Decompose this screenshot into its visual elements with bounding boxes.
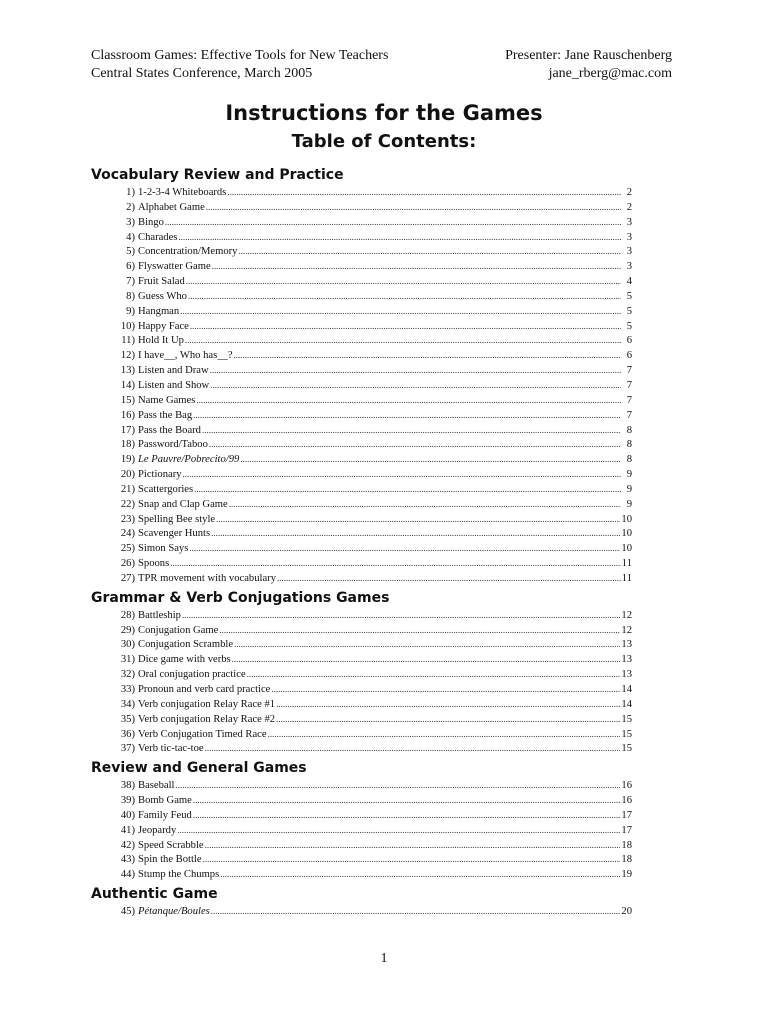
dot-leader: [183, 467, 621, 483]
toc-entry[interactable]: [91, 512, 632, 527]
toc-entry-title: Scavenger Hunts: [138, 528, 211, 540]
toc-entry-number: 36): [120, 728, 135, 740]
toc-entry-page: 6: [626, 350, 632, 362]
toc-entry-number: 20): [120, 469, 135, 481]
toc-entry-page: 15: [621, 728, 632, 740]
dot-leader: [220, 867, 620, 883]
toc-entry-title: Spin the Bottle: [138, 854, 202, 866]
toc-entry[interactable]: [91, 697, 632, 712]
toc-entry[interactable]: [91, 808, 632, 823]
toc-entry[interactable]: [91, 452, 632, 467]
dot-leader: [277, 571, 621, 587]
toc-entry-page: 17: [621, 824, 632, 836]
dot-leader: [247, 667, 621, 683]
header-email: jane_rberg@mac.com: [548, 66, 672, 81]
toc-entry-page: 17: [621, 809, 632, 821]
dot-leader: [232, 652, 621, 668]
toc-entry-title: Spelling Bee style: [138, 513, 216, 525]
toc-entry-title: Spoons: [138, 558, 170, 570]
dot-leader: [276, 712, 620, 728]
dot-leader: [211, 526, 620, 542]
toc-entry[interactable]: [91, 823, 632, 838]
toc-entry-number: 42): [120, 839, 135, 851]
toc-entry-page: 10: [621, 528, 632, 540]
toc-entry-number: 41): [120, 824, 135, 836]
header-conference: Central States Conference, March 2005: [91, 66, 313, 81]
toc-entry-title: 1-2-3-4 Whiteboards: [138, 187, 227, 198]
toc-entry[interactable]: [91, 497, 632, 512]
toc-entry-title: Dice game with verbs: [138, 654, 231, 666]
toc-entry-number: 13): [120, 365, 135, 377]
page-subtitle: Table of Contents:: [291, 131, 477, 152]
toc-entry-number: 7): [126, 276, 135, 288]
toc-entry-title: Password/Taboo: [138, 439, 208, 451]
toc-entry-number: 35): [120, 713, 135, 725]
toc-entry[interactable]: [91, 852, 632, 867]
toc-entry-number: 4): [126, 231, 135, 243]
toc-entry-title: Happy Face: [138, 320, 189, 332]
toc-entry-title: Pass the Board: [138, 424, 201, 436]
toc-entry-number: 8): [126, 290, 135, 302]
toc-entry-number: 6): [126, 261, 135, 273]
dot-leader: [276, 697, 620, 713]
toc-entry-title: Hangman: [138, 305, 180, 317]
toc-entry[interactable]: [91, 215, 632, 230]
header-presenter: Presenter: Jane Rauschenberg: [505, 48, 672, 63]
dot-leader: [227, 185, 621, 201]
toc-entry-page: 15: [621, 743, 632, 755]
toc-entry-page: 7: [626, 394, 632, 406]
dot-leader: [212, 259, 621, 275]
section-heading: Vocabulary Review and Practice: [91, 167, 344, 183]
toc-entry-title: I have__, Who has__?: [138, 350, 233, 362]
toc-entry-number: 15): [120, 394, 135, 406]
header-course-title: Classroom Games: Effective Tools for New Teachers: [91, 48, 389, 63]
toc-entry-title: Bingo: [138, 216, 164, 228]
toc-entry-page: 12: [621, 609, 632, 621]
dot-leader: [210, 363, 621, 379]
toc-entry-number: 16): [120, 409, 135, 421]
toc-entry-page: 19: [621, 869, 632, 881]
dot-leader: [177, 823, 620, 839]
toc-entry[interactable]: [91, 667, 632, 682]
toc-entry-page: 9: [626, 498, 632, 510]
dot-leader: [202, 423, 621, 439]
toc-entry-page: 4: [626, 276, 632, 288]
toc-entry-title: Pass the Bag: [138, 409, 193, 421]
toc-entry-title: Alphabet Game: [138, 201, 205, 213]
toc-entry[interactable]: [91, 778, 632, 793]
toc-entry-title: Flyswatter Game: [138, 261, 211, 273]
toc-entry-number: 30): [120, 639, 135, 651]
toc-entry[interactable]: [91, 652, 632, 667]
toc-entry-title: Baseball: [138, 780, 175, 792]
dot-leader: [210, 378, 621, 394]
toc-entry-title: Simon Says: [138, 543, 189, 555]
toc-entry-number: 25): [120, 543, 135, 555]
toc-entry-number: 19): [120, 454, 135, 466]
dot-leader: [219, 623, 620, 639]
toc-entry-number: 33): [120, 684, 135, 695]
toc-entry-page: 13: [621, 639, 632, 651]
toc-entry-page: 8: [626, 424, 632, 436]
toc-entry-title: Pétanque/Boules: [138, 906, 210, 918]
toc-entry-title: Oral conjugation practice: [138, 669, 246, 681]
toc-entry-title: Le Pauvre/Pobrecito/99: [138, 454, 240, 466]
toc-entry-number: 34): [120, 698, 135, 710]
dot-leader: [234, 348, 621, 364]
toc-entry-number: 38): [120, 780, 135, 792]
toc-entry-title: Jeopardy: [138, 824, 177, 836]
toc-entry-title: TPR movement with vocabulary: [138, 572, 276, 584]
toc-entry-number: 14): [120, 379, 135, 391]
toc-entry-number: 29): [120, 624, 135, 636]
toc-entry[interactable]: [91, 289, 632, 304]
toc-entry-title: Battleship: [138, 609, 181, 621]
toc-entry-page: 12: [621, 624, 632, 636]
toc-entry-number: 39): [120, 795, 135, 807]
toc-entry-page: 9: [626, 469, 632, 481]
toc-entry[interactable]: [91, 682, 632, 697]
toc-entry-title: Snap and Clap Game: [138, 498, 228, 510]
toc-entry-number: 44): [120, 869, 135, 881]
toc-entry-page: 5: [626, 290, 632, 302]
toc-entry[interactable]: [91, 467, 632, 482]
toc-entry-number: 2): [126, 201, 135, 213]
toc-entry[interactable]: [91, 482, 632, 497]
toc-entry[interactable]: [91, 608, 632, 623]
toc-entry-number: 9): [126, 305, 135, 317]
dot-leader: [216, 512, 620, 528]
dot-leader: [203, 852, 621, 868]
dot-leader: [193, 808, 621, 824]
toc-entry-number: 10): [120, 320, 135, 332]
toc-entry-title: Hold It Up: [138, 335, 184, 347]
dot-leader: [193, 408, 621, 424]
toc-entry-page: 8: [626, 454, 632, 466]
toc-entry-title: Listen and Draw: [138, 365, 209, 377]
toc-entry-title: Listen and Show: [138, 379, 210, 391]
toc-entry-title: Verb conjugation Relay Race #1: [138, 698, 276, 710]
toc-entry[interactable]: [91, 259, 632, 274]
toc-entry-page: 14: [621, 684, 632, 695]
toc-entry-page: 9: [626, 483, 632, 495]
toc-entry-page: 3: [626, 261, 632, 273]
toc-entry-page: 13: [621, 654, 632, 666]
toc-entry-title: Stump the Chumps: [138, 869, 220, 881]
section-heading: Grammar & Verb Conjugations Games: [91, 589, 390, 606]
toc-entry-page: 3: [626, 246, 632, 258]
toc-entry-page: 10: [621, 543, 632, 555]
toc-entry[interactable]: [91, 541, 632, 556]
toc-entry-page: 3: [626, 216, 632, 228]
dot-leader: [209, 437, 621, 453]
toc-entry-number: 43): [120, 854, 135, 866]
toc-entry-title: Concentration/Memory: [138, 246, 238, 258]
dot-leader: [240, 452, 621, 468]
dot-leader: [206, 200, 621, 216]
dot-leader: [234, 637, 620, 653]
toc-entry-title: Speed Scrabble: [138, 839, 204, 851]
toc-entry[interactable]: [91, 727, 632, 742]
section-heading: Authentic Game: [91, 886, 218, 903]
toc-entry-title: Family Feud: [138, 809, 192, 821]
toc-entry-page: 5: [626, 320, 632, 332]
toc-entry-number: 12): [120, 350, 135, 362]
toc-entry[interactable]: [91, 274, 632, 289]
dot-leader: [178, 230, 621, 246]
section-heading: Review and General Games: [91, 760, 307, 777]
toc-entry[interactable]: [91, 304, 632, 319]
toc-entry[interactable]: [91, 571, 632, 586]
toc-entry-title: Pronoun and verb card practice: [138, 684, 271, 695]
toc-entry-number: 40): [120, 809, 135, 821]
toc-entry-page: 2: [626, 187, 632, 198]
dot-leader: [188, 289, 621, 305]
toc-entry-page: 7: [626, 365, 632, 377]
toc-entry[interactable]: [91, 741, 632, 756]
dot-leader: [238, 244, 621, 260]
toc-entry[interactable]: [91, 867, 632, 882]
dot-leader: [194, 482, 621, 498]
toc-entry-number: 18): [120, 439, 135, 451]
toc-entry-page: 8: [626, 439, 632, 451]
dot-leader: [186, 274, 621, 290]
toc-entry-number: 21): [120, 483, 135, 495]
toc-entry[interactable]: [91, 378, 632, 393]
toc-entry-page: 16: [621, 780, 632, 792]
dot-leader: [175, 778, 620, 794]
dot-leader: [205, 741, 621, 757]
toc-entry-page: 16: [621, 795, 632, 807]
dot-leader: [182, 608, 620, 624]
toc-entry[interactable]: [91, 712, 632, 727]
toc-entry-page: 13: [621, 669, 632, 681]
toc-entry-page: 18: [621, 854, 632, 866]
toc-entry[interactable]: [91, 333, 632, 348]
toc-entry-number: 24): [120, 528, 135, 540]
toc-entry-number: 3): [126, 216, 135, 228]
dot-leader: [185, 333, 621, 349]
toc-entry[interactable]: [91, 793, 632, 808]
toc-entry-number: 23): [120, 513, 135, 525]
dot-leader: [193, 793, 621, 809]
toc-entry-page: 6: [626, 335, 632, 347]
toc-entry-number: 11): [121, 335, 135, 347]
page-number: 1: [380, 951, 388, 966]
toc-entry[interactable]: [91, 185, 632, 200]
toc-entry[interactable]: [91, 623, 632, 638]
toc-entry-page: 15: [621, 713, 632, 725]
toc-entry-page: 2: [626, 201, 632, 213]
toc-entry[interactable]: [91, 637, 632, 652]
toc-entry-number: 5): [126, 246, 135, 258]
toc-entry-page: 14: [621, 698, 632, 710]
toc-entry[interactable]: [91, 556, 632, 571]
toc-entry[interactable]: [91, 348, 632, 363]
toc-entry[interactable]: [91, 838, 632, 853]
toc-entry-number: 37): [120, 743, 135, 755]
toc-entry-page: 10: [621, 513, 632, 525]
dot-leader: [268, 727, 621, 743]
toc-entry-number: 22): [120, 498, 135, 510]
dot-leader: [180, 304, 621, 320]
toc-entry-page: 20: [621, 906, 632, 918]
dot-leader: [205, 838, 621, 854]
table-of-contents: [91, 165, 632, 919]
toc-entry-page: 7: [626, 379, 632, 391]
toc-entry-number: 1): [126, 187, 135, 198]
toc-entry[interactable]: [91, 319, 632, 334]
toc-entry-number: 32): [120, 669, 135, 681]
toc-entry-title: Bomb Game: [138, 795, 192, 807]
dot-leader: [211, 904, 621, 920]
toc-entry-title: Conjugation Scramble: [138, 639, 234, 651]
dot-leader: [189, 541, 620, 557]
toc-entry[interactable]: [91, 200, 632, 215]
toc-entry-page: 3: [626, 231, 632, 243]
dot-leader: [165, 215, 621, 231]
toc-entry-title: Guess Who: [138, 290, 187, 302]
toc-entry-page: 18: [621, 839, 632, 851]
dot-leader: [170, 556, 621, 572]
toc-entry[interactable]: [91, 526, 632, 541]
toc-entry-page: 11: [621, 572, 632, 584]
toc-entry[interactable]: [91, 244, 632, 259]
toc-entry[interactable]: [91, 904, 632, 919]
toc-entry[interactable]: [91, 408, 632, 423]
toc-entry-title: Scattergories: [138, 483, 194, 495]
toc-entry-number: 45): [120, 906, 135, 918]
toc-entry-number: 27): [120, 572, 135, 584]
toc-entry-title: Charades: [138, 231, 178, 243]
toc-entry-title: Verb tic-tac-toe: [138, 743, 204, 755]
toc-entry[interactable]: [91, 363, 632, 378]
dot-leader: [196, 393, 621, 409]
toc-entry-number: 28): [120, 609, 135, 621]
toc-entry-title: Fruit Salad: [138, 276, 185, 288]
dot-leader: [190, 319, 621, 335]
toc-entry-number: 26): [120, 558, 135, 570]
toc-entry[interactable]: [91, 230, 632, 245]
toc-entry-page: 7: [626, 409, 632, 421]
toc-entry-number: 31): [120, 654, 135, 666]
page-title: Instructions for the Games: [225, 101, 543, 125]
toc-entry-title: Verb conjugation Relay Race #2: [138, 713, 276, 725]
toc-entry-title: Conjugation Game: [138, 624, 219, 636]
toc-entry[interactable]: [91, 423, 632, 438]
toc-entry-page: 11: [621, 558, 632, 570]
dot-leader: [229, 497, 621, 513]
toc-entry-page: 5: [626, 305, 632, 317]
toc-entry[interactable]: [91, 393, 632, 408]
toc-entry-title: Name Games: [138, 394, 196, 406]
dot-leader: [271, 682, 620, 698]
toc-entry-number: 17): [120, 424, 135, 436]
toc-entry-title: Verb Conjugation Timed Race: [138, 728, 267, 740]
toc-entry[interactable]: [91, 437, 632, 452]
toc-entry-title: Pictionary: [138, 469, 182, 481]
